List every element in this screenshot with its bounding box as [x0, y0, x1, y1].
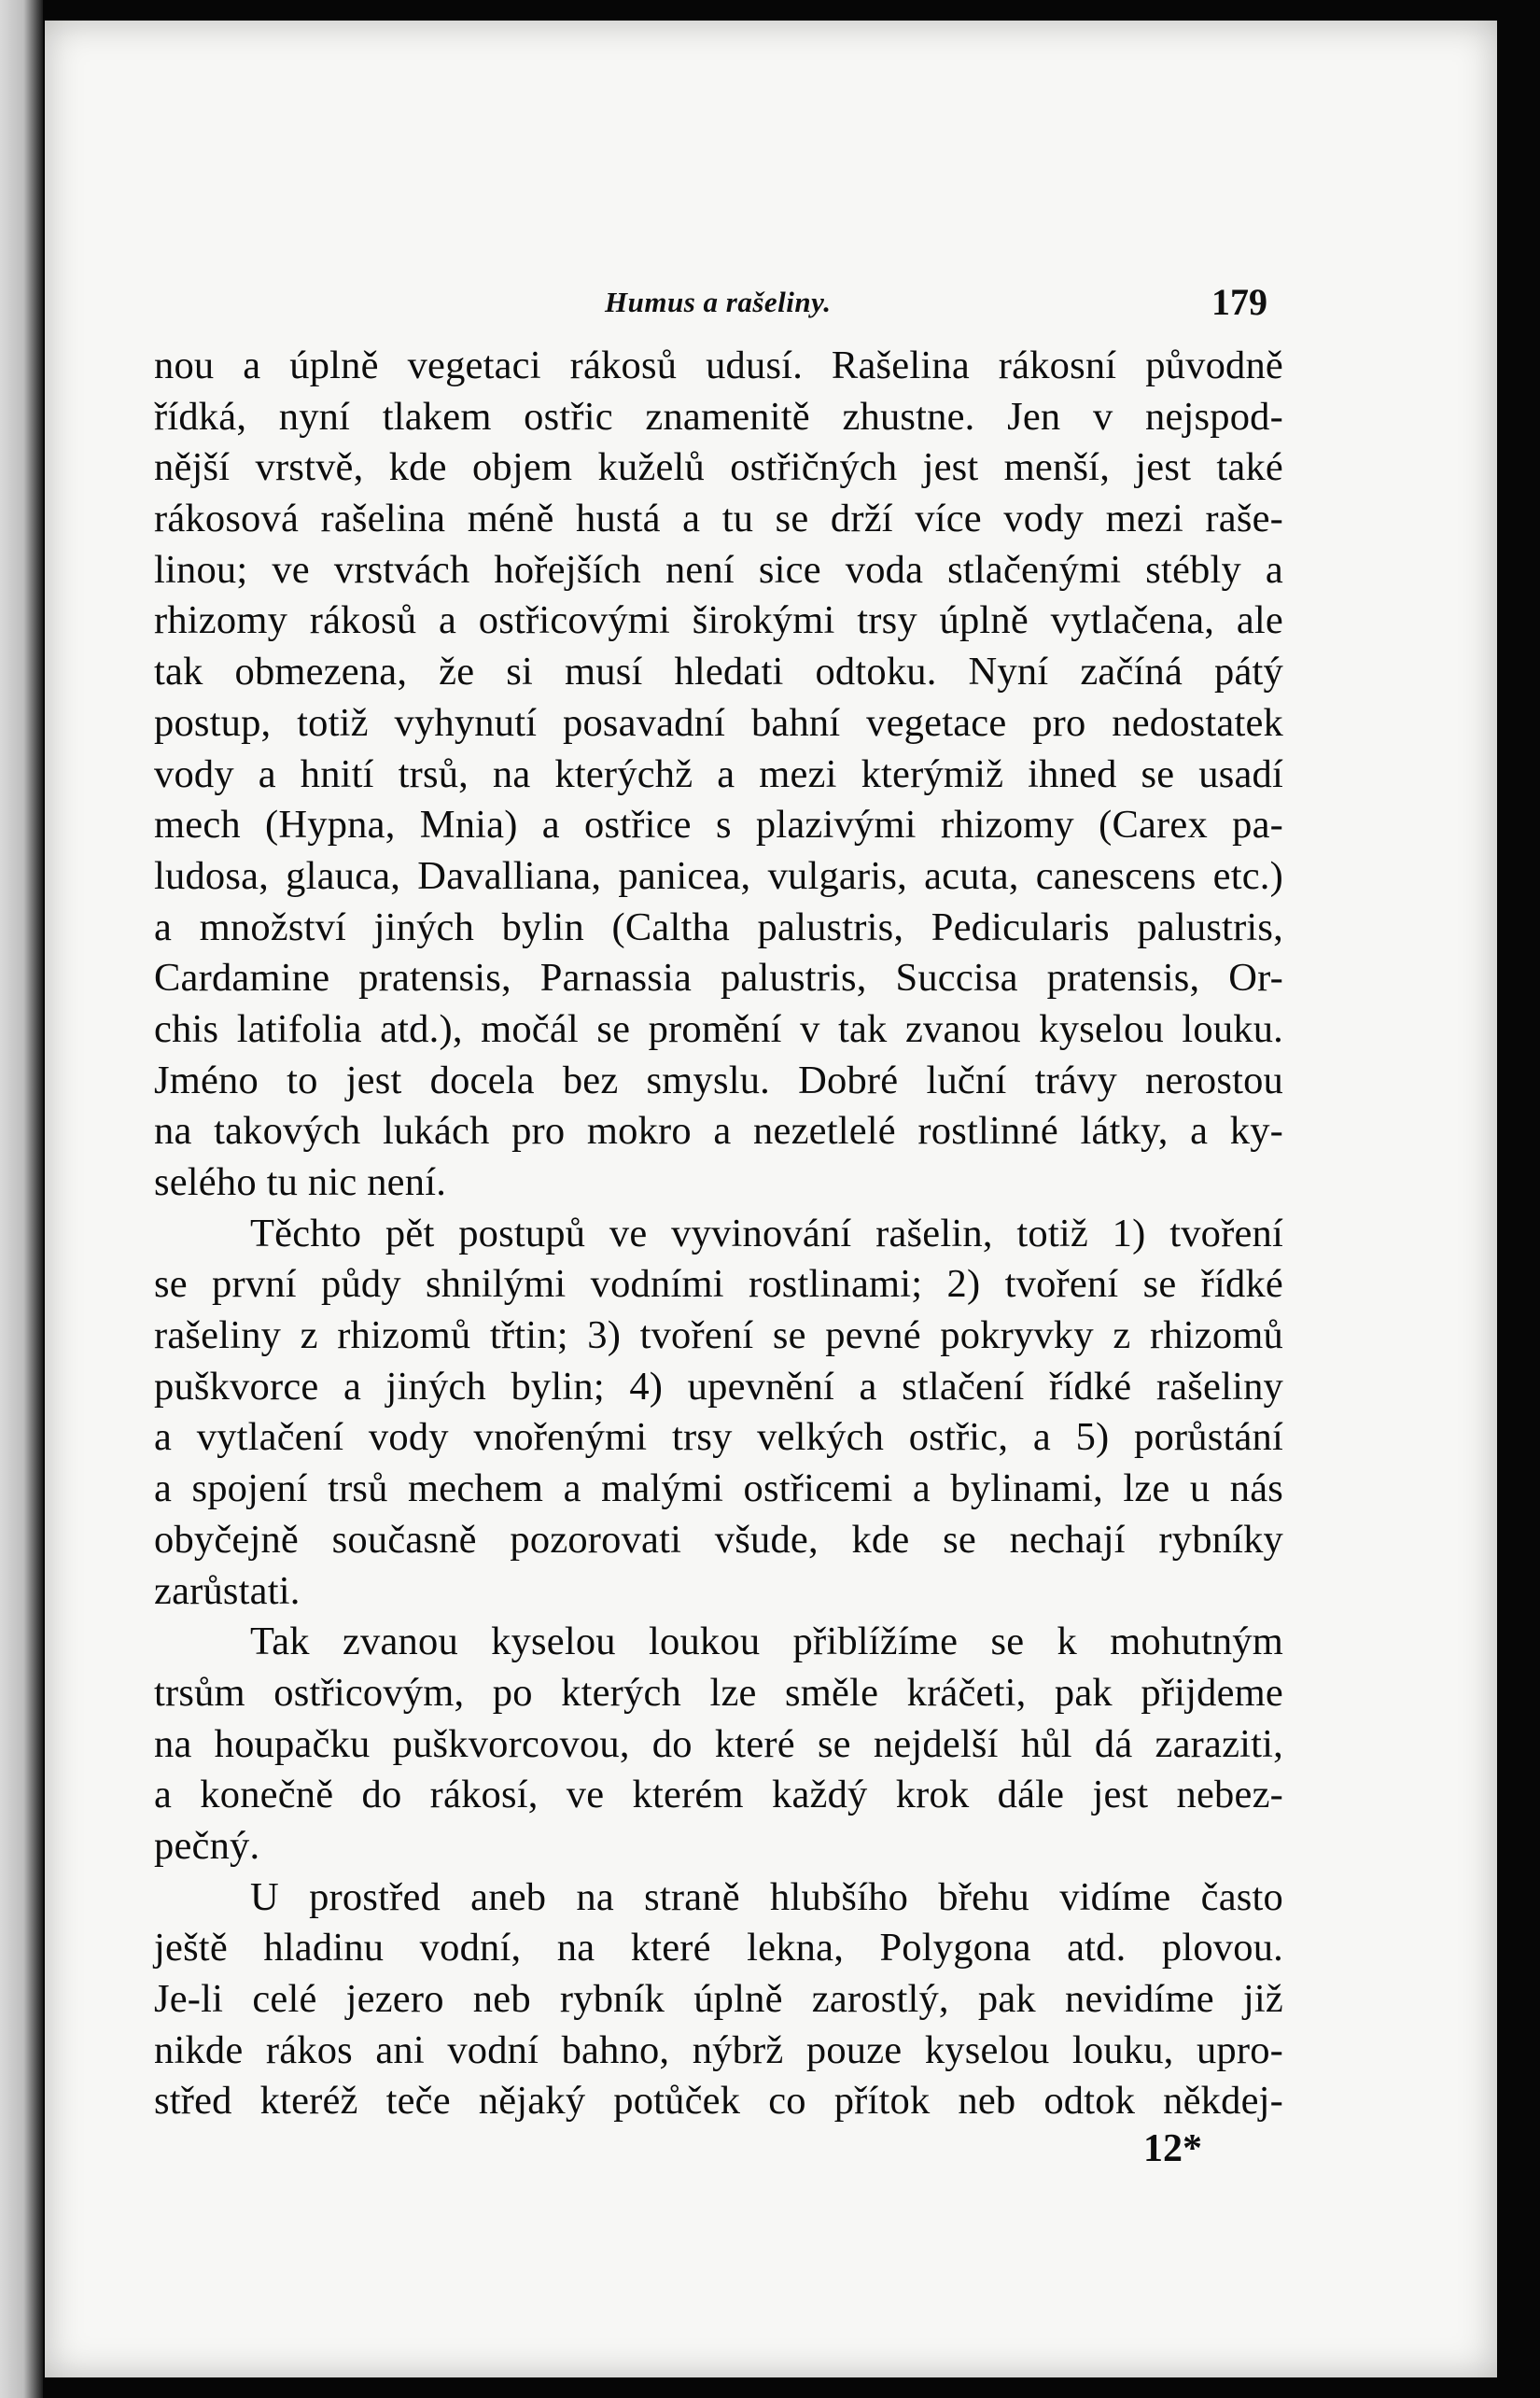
text-line: puškvorce a jiných bylin; 4) upevnění a stlačení řídké rašeliny	[154, 1364, 1283, 1409]
paragraph-end-line: selého tu nic není.	[154, 1160, 447, 1204]
page-header	[45, 271, 1497, 327]
text-line: Cardamine pratensis, Parnassia palustris, Succisa pratensis, Or-	[154, 956, 1283, 1001]
text-line: rašeliny z rhizomů třtin; 3) tvoření se pevné pokryvky z rhizomů	[154, 1313, 1283, 1358]
text-line: na houpačku puškvorcovou, do které se nejdelší hůl dá zaraziti,	[154, 1721, 1283, 1766]
text-line: a spojení trsů mechem a malými ostřicemi a bylinami, lze u nás	[154, 1466, 1283, 1511]
text-line: a konečně do rákosí, ve kterém každý krok dále jest nebez-	[154, 1773, 1283, 1817]
text-line: řídká, nyní tlakem ostřic znamenitě zhustne. Jen v nejspod-	[154, 394, 1283, 439]
body-text	[154, 341, 1283, 2127]
text-line: střed kteréž teče nějaký potůček co přítok neb odtok někdej-	[154, 2079, 1283, 2124]
text-line: mech (Hypna, Mnia) a ostřice s plazivými rhizomy (Carex pa-	[154, 803, 1283, 848]
running-title: Humus a rašeliny.	[605, 286, 832, 318]
text-line: rákosová rašelina méně hustá a tu se drží více vody mezi raše-	[154, 497, 1283, 541]
text-line: ludosa, glauca, Davalliana, panicea, vulgaris, acuta, canescens etc.)	[154, 853, 1283, 898]
text-line: linou; ve vrstvách hořejších není sice voda stlačenými stébly a	[154, 547, 1283, 592]
text-line: trsům ostřicovým, po kterých lze směle kráčeti, pak přijdeme	[154, 1670, 1283, 1715]
text-line: nou a úplně vegetaci rákosů udusí. Rašelina rákosní původně	[154, 344, 1283, 387]
text-line: vody a hnití trsů, na kterýchž a mezi kterýmiž ihned se usadí	[154, 751, 1283, 796]
paragraph-start-line: Tak zvanou kyselou loukou přiblížíme se k mohutným	[250, 1620, 1283, 1664]
page-number: 179	[1211, 281, 1267, 323]
text-line: rhizomy rákosů a ostřicovými širokými trsy úplně vytlačena, ale	[154, 598, 1283, 643]
paragraph-start-line: Těchto pět postupů ve vyvinování rašelin, totiž 1) tvoření	[250, 1211, 1283, 1255]
text-line: Je-li celé jezero neb rybník úplně zarostlý, pak nevidíme již	[154, 1977, 1283, 2021]
text-line: a množství jiných bylin (Caltha palustris, Pedicularis palustris,	[154, 905, 1283, 949]
paragraph-end-line: pečný.	[154, 1823, 260, 1868]
text-line: tak obmezena, že si musí hledati odtoku. Nyní začíná pátý	[154, 650, 1283, 694]
text-line: obyčejně současně pozorovati všude, kde se nechají rybníky	[154, 1517, 1283, 1562]
book-binding-edge	[0, 0, 43, 2398]
text-line: ještě hladinu vodní, na které lekna, Polygona atd. plovou.	[154, 1926, 1283, 1970]
text-line: chis latifolia atd.), močál se promění v tak zvanou kyselou louku.	[154, 1006, 1283, 1051]
text-line: postup, totiž vyhynutí posavadní bahní vegetace pro nedostatek	[154, 700, 1283, 745]
text-line: Jméno to jest docela bez smyslu. Dobré luční trávy nerostou	[154, 1058, 1283, 1102]
text-line: se první půdy shnilými vodními rostlinami; 2) tvoření se řídké	[154, 1262, 1283, 1307]
text-line: na takových lukách pro mokro a nezetlelé rostlinné látky, a ky-	[154, 1109, 1283, 1154]
text-line: nější vrstvě, kde objem kuželů ostřičných jest menší, jest také	[154, 445, 1283, 490]
text-line: nikde rákos ani vodní bahno, nýbrž pouze kyselou louku, upro-	[154, 2027, 1283, 2072]
signature-mark: 12*	[1143, 2127, 1202, 2170]
paragraph-end-line: zarůstati.	[154, 1568, 301, 1613]
paragraph-start-line: U prostřed aneb na straně hlubšího břehu vidíme často	[250, 1874, 1283, 1919]
text-line: a vytlačení vody vnořenými trsy velkých ostřic, a 5) porůstání	[154, 1415, 1283, 1460]
